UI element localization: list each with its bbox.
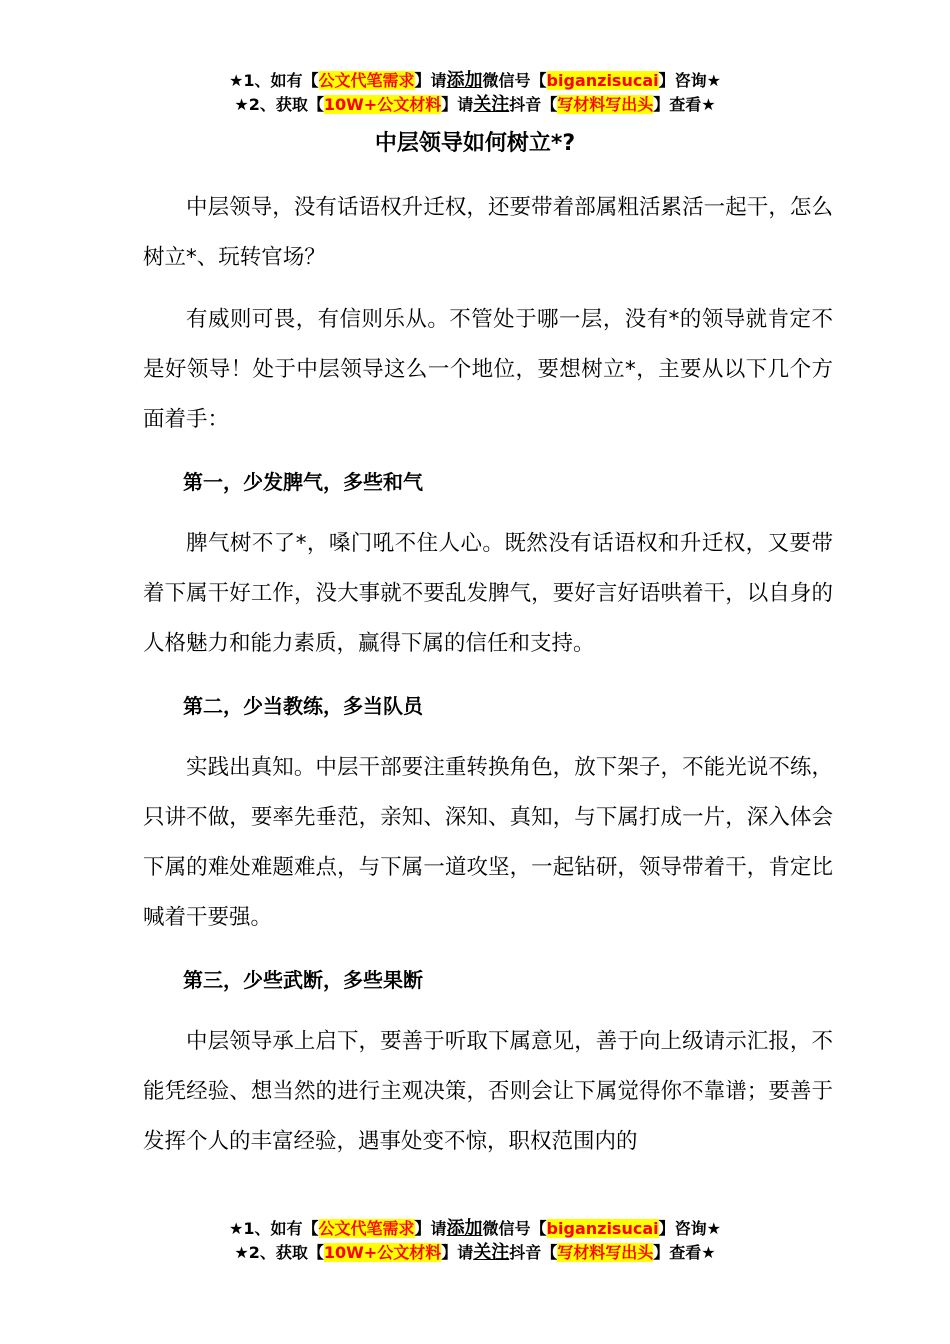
star-icon: ★ — [234, 1243, 249, 1262]
body-paragraph: 中层领导承上启下，要善于听取下属意见，善于向上级请示汇报，不能凭经验、想当然的进行主观决策，否则会让下属觉得你不靠谱；要善于发挥个人的丰富经验，遇事处变不惊，职权范围内的 — [143, 1029, 833, 1154]
promo-text: 】请 — [414, 71, 447, 90]
body-paragraph: 实践出真知。中层干部要注重转换角色，放下架子，不能光说不练，只讲不做，要率先垂范，亲知、深知、真知，与下属打成一片，深入体会下属的难处难题难点，与下属一道攻坚，一起钻研，领导带着干，肯定比喊着干要强。 — [143, 755, 833, 930]
promo-text: 】请 — [414, 1219, 447, 1238]
promo-text: 微信号【 — [482, 1219, 547, 1238]
promo-text: 2、获取【 — [248, 95, 324, 114]
promo-emphasis: 添加 — [446, 1218, 483, 1239]
promo-line-1 — [0, 1217, 950, 1241]
section-heading: 第三，少些武断，多些果断 — [183, 968, 423, 992]
promo-line-1 — [0, 69, 950, 93]
star-icon: ★ — [701, 95, 716, 114]
section-heading: 第二，少当教练，多当队员 — [183, 694, 423, 718]
promo-highlight: 写材料写出头 — [557, 95, 654, 114]
promo-text: 】查看 — [653, 95, 702, 114]
promo-text: 】咨询 — [658, 1219, 707, 1238]
body-paragraph: 脾气树不了*，嗓门吼不住人心。既然没有话语权和升迁权，又要带着下属干好工作，没大事就不要乱发脾气，要好言好语哄着干，以自身的人格魅力和能力素质，赢得下属的信任和支持。 — [143, 531, 833, 656]
star-icon: ★ — [706, 1219, 721, 1238]
promo-highlight: 10W+公文材料 — [323, 1243, 442, 1262]
promo-text: 】请 — [441, 95, 474, 114]
body-paragraph: 有威则可畏，有信则乐从。不管处于哪一层，没有*的领导就肯定不是好领导！处于中层领导这么一个地位，要想树立*，主要从以下几个方面着手： — [143, 307, 833, 432]
promo-highlight: 10W+公文材料 — [323, 95, 442, 114]
promo-text: 】请 — [441, 1243, 474, 1262]
promo-text: 2、获取【 — [248, 1243, 324, 1262]
promo-emphasis: 添加 — [446, 70, 483, 91]
promo-text: 抖音【 — [509, 1243, 558, 1262]
promo-banner-top — [0, 69, 950, 117]
promo-text: 1、如有【 — [243, 71, 319, 90]
promo-text: 1、如有【 — [243, 1219, 319, 1238]
promo-emphasis: 关注 — [473, 1242, 510, 1263]
star-icon: ★ — [234, 95, 249, 114]
promo-highlight: 公文代笔需求 — [318, 1219, 415, 1238]
star-icon: ★ — [706, 71, 721, 90]
promo-text: 抖音【 — [509, 95, 558, 114]
section-heading: 第一，少发脾气，多些和气 — [183, 470, 423, 494]
promo-text: 】查看 — [653, 1243, 702, 1262]
wechat-id: biganzisucai — [546, 71, 659, 90]
document-body — [143, 183, 833, 1179]
promo-line-2 — [0, 93, 950, 117]
star-icon: ★ — [229, 71, 244, 90]
wechat-id: biganzisucai — [546, 1219, 659, 1238]
promo-text: 微信号【 — [482, 71, 547, 90]
promo-highlight: 写材料写出头 — [557, 1243, 654, 1262]
promo-line-2 — [0, 1241, 950, 1265]
star-icon: ★ — [701, 1243, 716, 1262]
body-paragraph: 中层领导，没有话语权升迁权，还要带着部属粗活累活一起干，怎么树立*、玩转官场？ — [143, 195, 833, 270]
document-title: 中层领导如何树立*? — [374, 131, 576, 156]
promo-text: 】咨询 — [658, 71, 707, 90]
promo-emphasis: 关注 — [473, 94, 510, 115]
promo-highlight: 公文代笔需求 — [318, 71, 415, 90]
star-icon: ★ — [229, 1219, 244, 1238]
promo-banner-bottom — [0, 1217, 950, 1265]
